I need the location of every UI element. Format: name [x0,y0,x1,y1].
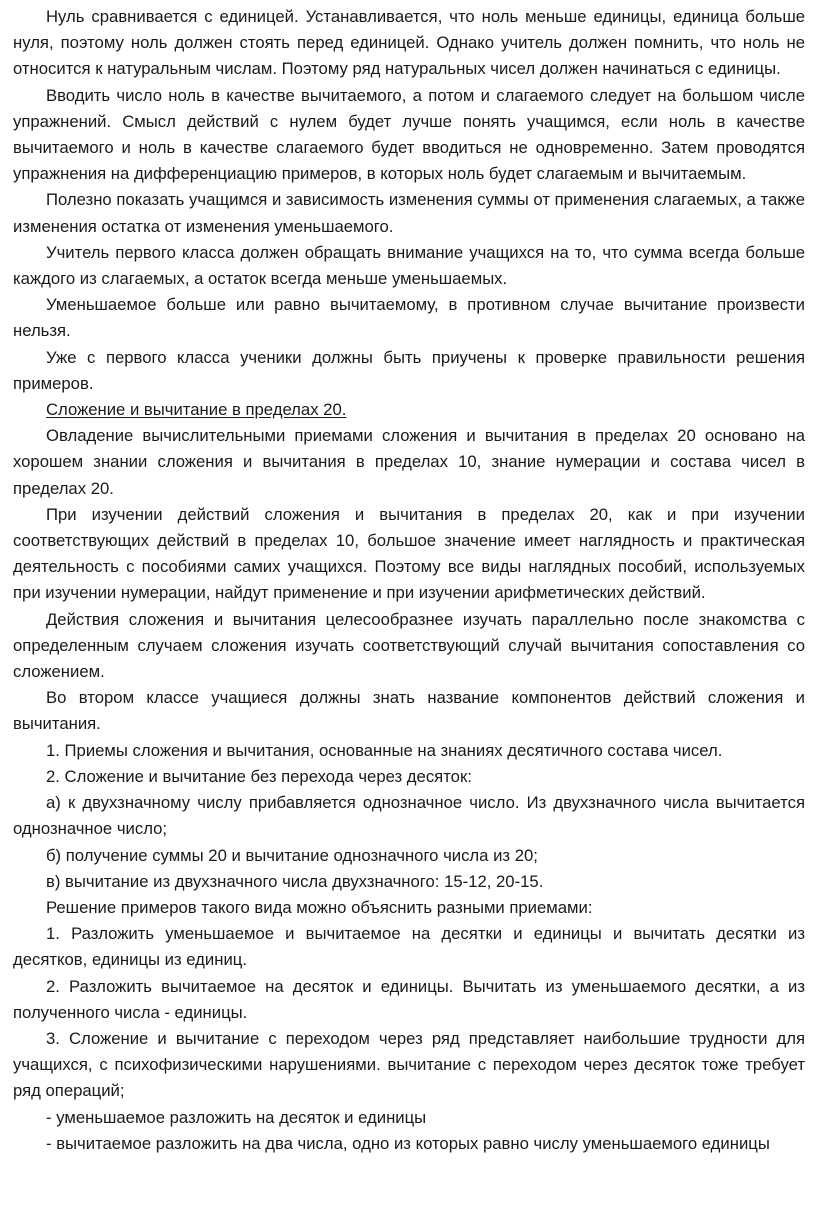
list-item-2a: а) к двухзначному числу прибавляется однозначное число. Из двухзначного числа вычитается однозначное число; [13,793,805,839]
list-item-2b: б) получение суммы 20 и вычитание однозначного числа из 20; [46,845,538,865]
paragraph-visual-aids: При изучении действий сложения и вычитания в пределах 20, как и при изучении соответствующих действий в пределах 10, большое значение имеет наглядность и практическая деятельность с пособиями самих учащихся. Поэтому все виды наглядных пособий, используемых при изучении нумерации, найдут применение и при изучении арифметических действий. [13,504,805,603]
section-heading: Сложение и вычитание в пределах 20. [46,400,347,420]
dash-item-2: - вычитаемое разложить на два числа, одно из которых равно числу уменьшаемого единицы [46,1133,770,1153]
list-item-2c: в) вычитание из двухзначного числа двухзначного: 15-12, 20-15. [46,871,544,891]
paragraph-mastery: Овладение вычислительными приемами сложения и вычитания в пределах 20 основано на хорошем знании сложения и вычитания в пределах 10, знание нумерации и состава чисел в пределах 20. [13,426,805,498]
paragraph-zero-subtrahend: Вводить число ноль в качестве вычитаемого, а потом и слагаемого следует на большом числе упражнений. Смысл действий с нулем будет лучше понять учащимся, если ноль в качестве вычитаемого и ноль в качестве слагаемого будет вводиться не одновременно. Затем проводятся упражнения на дифференциацию примеров, в которых ноль будет слагаемым и вычитаемым. [13,85,805,184]
paragraph-checking: Уже с первого класса ученики должны быть приучены к проверке правильности решения примеров. [13,347,805,393]
paragraph-minuend-rule: Уменьшаемое больше или равно вычитаемому, в противном случае вычитание произвести нельзя. [13,295,805,341]
dash-item-1: - уменьшаемое разложить на десяток и единицы [46,1107,427,1127]
paragraph-sum-dependency: Полезно показать учащимся и зависимость изменения суммы от применения слагаемых, а также изменения остатка от изменения уменьшаемого. [13,190,805,236]
list-item-1: 1. Приемы сложения и вычитания, основанные на знаниях десятичного состава чисел. [46,740,723,760]
paragraph-methods-intro: Решение примеров такого вида можно объяснить разными приемами: [46,897,593,917]
paragraph-teacher-attention: Учитель первого класса должен обращать внимание учащихся на то, что сумма всегда больше каждого из слагаемых, а остаток всегда меньше уменьшаемых. [13,242,805,289]
document-page [13,4,805,1157]
paragraph-zero-comparison: Нуль сравнивается с единицей. Устанавливается, что ноль меньше единицы, единица больше нуля, поэтому ноль должен стоять перед единицей. Однако учитель должен помнить, что ноль не относится к натуральным числам. Поэтому ряд натуральных чисел должен начинаться с единицы. [13,7,805,79]
method-item-2: 2. Разложить вычитаемое на десяток и единицы. Вычитать из уменьшаемого десятки, а из полученного числа - единицы. [13,976,805,1022]
paragraph-second-grade: Во втором классе учащиеся должны знать название компонентов действий сложения и вычитания. [13,688,805,734]
paragraph-parallel-study: Действия сложения и вычитания целесообразнее изучать параллельно после знакомства с определенным случаем сложения изучать соответствующий случай вычитания сопоставления со сложением. [13,609,805,682]
method-item-1: 1. Разложить уменьшаемое и вычитаемое на десятки и единицы и вычитать десятки из десятков, единицы из единиц. [13,924,805,970]
list-item-2: 2. Сложение и вычитание без перехода через десяток: [46,766,472,786]
method-item-3: 3. Сложение и вычитание с переходом через ряд представляет наибольшие трудности для учащихся, с психофизическими нарушениями. вычитание с переходом через десяток тоже требует ряд операций; [13,1028,805,1101]
